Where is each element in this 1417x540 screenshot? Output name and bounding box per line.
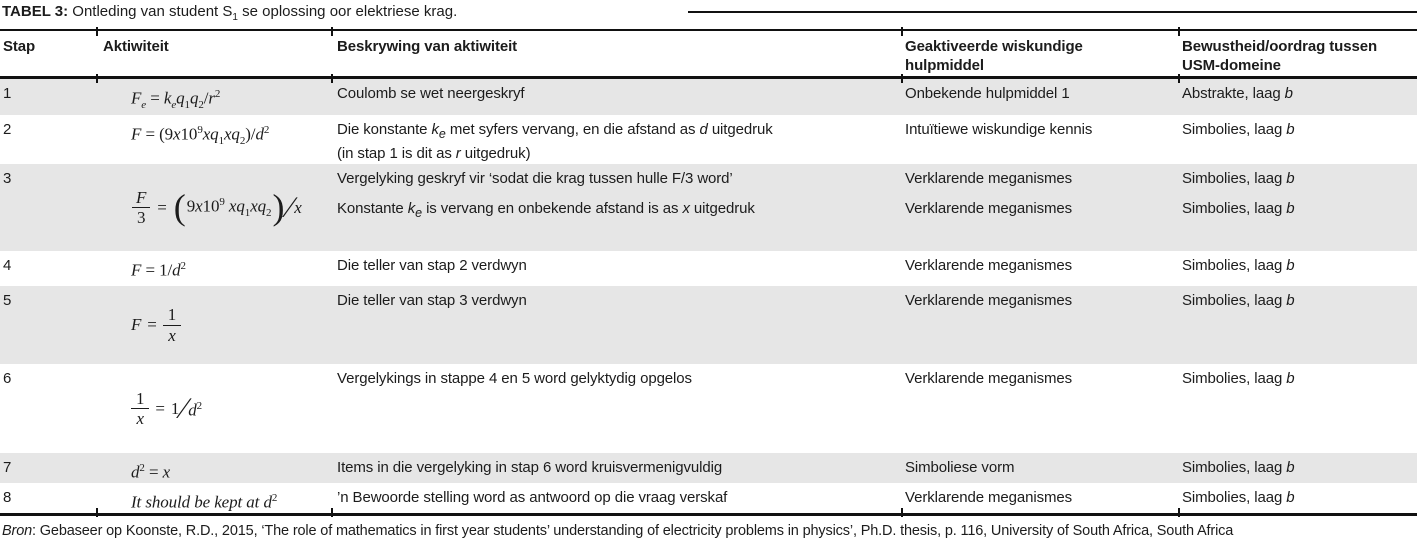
step-cell: 2	[3, 121, 12, 139]
tool-cell	[903, 164, 1180, 251]
step-cell: 3	[3, 170, 12, 188]
step-cell: 1	[3, 85, 12, 102]
tool-cell: Verklarende meganismes	[905, 257, 1073, 275]
rule-under-header	[0, 76, 1417, 79]
tool-line: Verklarende meganismes	[905, 170, 1073, 188]
table-row-1	[0, 79, 1417, 115]
column-header-usm-domeine: Bewustheid/oordrag tussen USM-domeine	[1182, 38, 1378, 74]
description-cell: Items in die vergelyking in stap 6 word kruisvermenigvuldig	[337, 459, 723, 477]
formula-cell: It should be kept at $d^2$	[131, 492, 278, 512]
column-header-hulpmiddel: Geaktiveerde wiskundige hulpmiddel	[905, 38, 1083, 74]
tool-cell: Verklarende meganismes	[905, 489, 1073, 507]
awareness-cell: Simbolies, laag b	[1182, 370, 1295, 388]
description-cell: Die konstante $k_e$ met syfers vervang, en die afstand as d uitgedruk (in stap 1 is dit as r uitgedruk)	[337, 121, 773, 163]
source-note: Bron: Gebaseer op Koonste, R.D., 2015, ‘The role of mathematics in first year students’ understanding of electricity problems in physics’, Ph.D. thesis, p. 116, University of South Africa, South Africa	[2, 522, 1234, 539]
formula-cell: $F = 1/d^2$	[131, 260, 186, 280]
table-title: TABEL 3: Ontleding van student $S_1$ se oplossing oor elektriese krag.	[2, 3, 458, 23]
table-row-6	[0, 364, 1417, 453]
awareness-cell: Simbolies, laag b	[1182, 257, 1295, 275]
awareness-cell: Simbolies, laag b	[1182, 292, 1295, 310]
step-cell: 5	[3, 292, 12, 310]
description-cell: Coulomb se wet neergeskryf	[337, 85, 525, 102]
tool-cell: Intuïtiewe wiskundige kennis	[905, 121, 1093, 139]
column-header-aktiwiteit: Aktiwiteit	[103, 38, 169, 55]
awareness-cell: Abstrakte, laag b	[1182, 85, 1293, 102]
awareness-cell: Simbolies, laag b	[1182, 459, 1295, 477]
description-cell: Die teller van stap 3 verdwyn	[337, 292, 527, 310]
awareness-cell: Simbolies, laag b	[1182, 121, 1295, 139]
table-row-2	[0, 115, 1417, 164]
tool-line: Verklarende meganismes	[905, 200, 1073, 218]
formula-cell: $F = (9x10^9xq_1xq_2)/d^2$	[131, 124, 270, 148]
formula-cell: $d^2 = x$	[131, 462, 171, 482]
description-cell: Vergelykings in stappe 4 en 5 word gelyktydig opgelos	[337, 370, 692, 388]
step-cell: 4	[3, 257, 12, 275]
description-cell	[333, 164, 903, 251]
awareness-cell	[1180, 164, 1417, 251]
formula-cell: $F_e = k_eq_1q_2/r^2$	[131, 88, 221, 112]
table-body	[0, 79, 1417, 513]
awareness-cell: Simbolies, laag b	[1182, 489, 1295, 507]
formula-cell: $\frac{F}{3}$ = ( $9x10^9$ $xq_1xq_2$ ) ∕ x	[98, 164, 333, 251]
formula-cell: F = $\frac{1}{x}$	[98, 286, 333, 364]
caption-side-rule	[688, 11, 1417, 13]
description-line: Konstante $k_e$ is vervang en onbekende afstand is as x uitgedruk	[337, 200, 755, 221]
column-header-stap: Stap	[3, 38, 36, 55]
tool-cell: Verklarende meganismes	[905, 370, 1073, 388]
step-cell: 8	[3, 489, 12, 507]
rule-under-title	[0, 29, 1417, 31]
column-header-beskrywing: Beskrywing van aktiwiteit	[337, 38, 518, 55]
awareness-line: Simbolies, laag b	[1182, 200, 1295, 218]
table-row-8	[0, 483, 1417, 513]
description-cell: ’n Bewoorde stelling word as antwoord op die vraag verskaf	[337, 489, 728, 507]
tool-cell: Verklarende meganismes	[905, 292, 1073, 310]
step-cell: 7	[3, 459, 12, 477]
rule-above-source	[0, 513, 1417, 516]
description-line: Vergelyking geskryf vir ‘sodat die krag tussen hulle F/3 word’	[337, 170, 733, 188]
description-cell: Die teller van stap 2 verdwyn	[337, 257, 527, 275]
table-row-4	[0, 251, 1417, 286]
table-row-5	[0, 286, 1417, 364]
tool-cell: Onbekende hulpmiddel 1	[905, 85, 1070, 102]
table-row-3	[0, 164, 1417, 251]
awareness-line: Simbolies, laag b	[1182, 170, 1295, 188]
step-cell: 6	[3, 370, 12, 388]
tool-cell: Simboliese vorm	[905, 459, 1015, 477]
table-row-7	[0, 453, 1417, 483]
formula-cell: $\frac{1}{x}$ = 1 ∕ $d^2$	[98, 364, 333, 453]
table-header-row	[0, 31, 1417, 76]
